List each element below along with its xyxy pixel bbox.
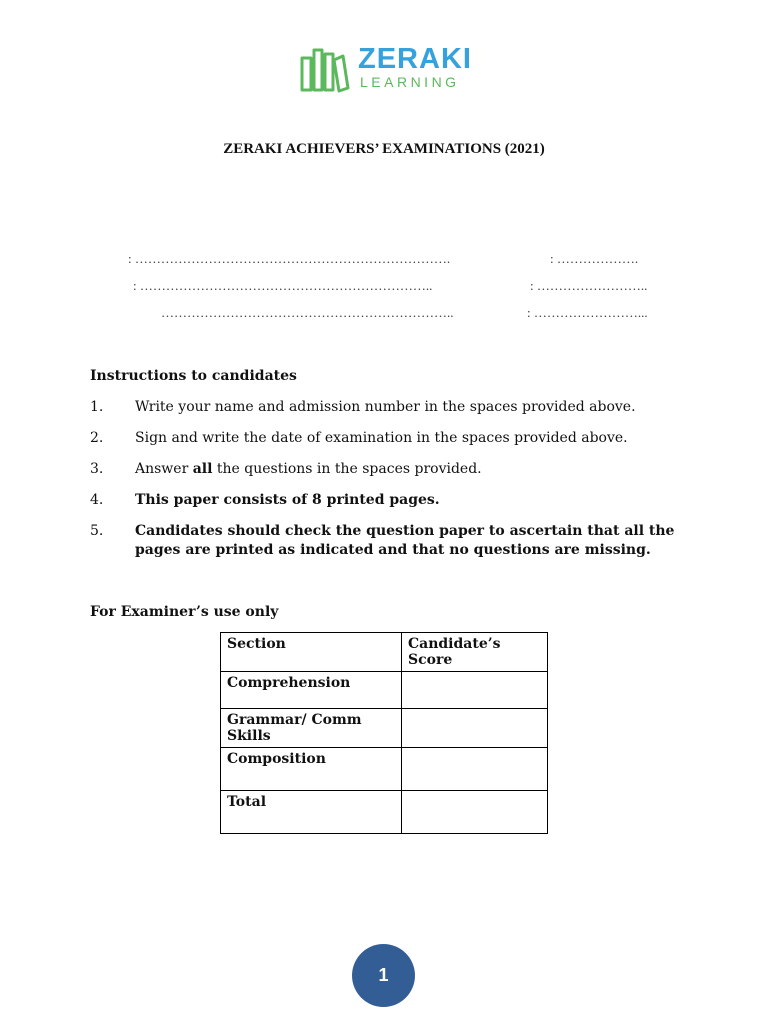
examiner-heading: For Examiner’s use only <box>90 604 279 620</box>
instruction-number: 5. <box>90 523 104 539</box>
score-table <box>220 632 548 834</box>
name-field-line[interactable]: : ………………………………………………………………. <box>128 251 451 266</box>
row-section: Composition <box>221 748 402 791</box>
table-row <box>221 672 548 709</box>
logo-subtitle: LEARNING <box>360 74 460 90</box>
adm-field-line[interactable]: : ………………. <box>550 251 639 266</box>
signature-field-line[interactable]: ………………………………………………………….. <box>161 305 454 320</box>
row-score-cell[interactable] <box>402 709 548 748</box>
row-score-cell[interactable] <box>402 748 548 791</box>
instructions-heading: Instructions to candidates <box>90 368 297 384</box>
zeraki-logo <box>300 44 475 96</box>
instruction-text: Sign and write the date of examination in the spaces provided above. <box>135 430 628 446</box>
class-field-line[interactable]: : ……………………... <box>527 305 648 320</box>
page-number-badge: 1 <box>352 944 415 1007</box>
instruction-text: Candidates should check the question paper to ascertain that all the pages are printed as indicated and that no questions are missing. <box>135 523 675 558</box>
row-section: Total <box>221 791 402 834</box>
instruction-number: 2. <box>90 430 104 446</box>
table-row <box>221 748 548 791</box>
header-section: Section <box>221 633 402 672</box>
instruction-text <box>135 460 690 479</box>
row-section: Grammar/ Comm Skills <box>221 709 402 748</box>
instruction-text-pre: Answer <box>135 461 193 477</box>
row-section: Comprehension <box>221 672 402 709</box>
logo-wordmark: ZERAKI <box>358 43 472 75</box>
exam-title: ZERAKI ACHIEVERS’ EXAMINATIONS (2021) <box>223 141 545 157</box>
row-score-cell[interactable] <box>402 791 548 834</box>
instruction-number: 3. <box>90 461 104 477</box>
date-field-line[interactable]: : …………………….. <box>530 278 648 293</box>
instruction-number: 4. <box>90 492 104 508</box>
table-row <box>221 791 548 834</box>
instruction-text-post: the questions in the spaces provided. <box>212 461 482 477</box>
school-field-line[interactable]: : ………………………………………………………….. <box>133 278 433 293</box>
table-row <box>221 709 548 748</box>
instruction-text-bold: all <box>192 461 213 477</box>
books-icon <box>300 46 350 94</box>
header-score: Candidate’s Score <box>402 633 548 672</box>
instruction-text: This paper consists of 8 printed pages. <box>135 492 440 508</box>
score-table-header <box>221 633 548 672</box>
instruction-text: Write your name and admission number in the spaces provided above. <box>135 399 636 415</box>
instruction-number: 1. <box>90 399 104 415</box>
row-score-cell[interactable] <box>402 672 548 709</box>
